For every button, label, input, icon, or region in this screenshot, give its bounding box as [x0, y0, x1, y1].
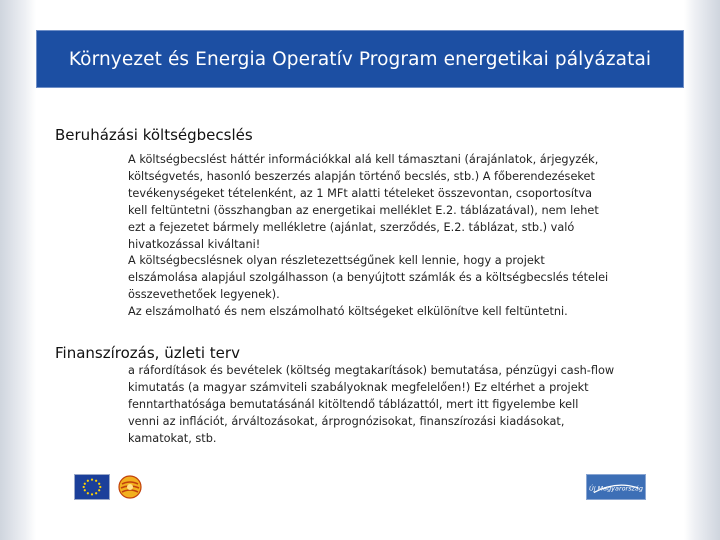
uj-logo-text: Új Magyarország [588, 484, 644, 493]
section-body-financing [128, 363, 668, 448]
body-line: venni az inflációt, árváltozásokat, árprognózisokat, finanszírozási kiadásokat, [128, 414, 565, 428]
body-line: a ráfordítások és bevételek (költség megtakarítások) bemutatása, pénzügyi cash-flow [128, 364, 615, 377]
section-heading-financing: Finanszírozás, üzleti terv [55, 344, 240, 362]
body-line: kimutatás (a magyar számviteli szabályoknak megfelelően!) Ez eltérhet a projekt [128, 380, 589, 394]
title-bar [36, 30, 684, 88]
body-line: ezt a fejezetet bármely mellékletre (ajánlat, szerződés, E.2. táblázat, stb.) való [128, 220, 575, 234]
body-line: kell feltüntetni (összhangban az energetikai melléklet E.2. táblázatával), nem lehet [128, 203, 599, 217]
body-line: A költségbecslést háttér információkkal alá kell támasztani (árajánlatok, árjegyzék, [128, 153, 599, 166]
left-shade [0, 0, 36, 540]
body-line: kamatokat, stb. [128, 431, 217, 445]
body-line: elszámolása alapjául szolgálhasson (a benyújtott számlák és a költségbecslés tételei [128, 271, 609, 285]
body-line: fenntarthatósága bemutatásánál kitöltendő táblázattól, mert itt figyelembe kell [128, 397, 579, 411]
uj-magyarorszag-logo [586, 474, 646, 500]
section-body-cost-estimate [128, 152, 668, 321]
body-line: A költségbecslésnek olyan részletezettségűnek kell lennie, hogy a projekt [128, 254, 545, 268]
eu-flag-icon [74, 474, 110, 500]
body-line: összevethetőek legyenek). [128, 288, 280, 302]
body-line: Az elszámolható és nem elszámolható költségeket elkülönítve kell feltüntetni. [128, 305, 568, 319]
body-line: hivatkozással kiváltani! [128, 237, 261, 251]
sun-logo-icon [118, 475, 142, 499]
page-title: Környezet és Energia Operatív Program energetikai pályázatai [68, 48, 652, 70]
section-heading-cost-estimate: Beruházási költségbecslés [55, 126, 253, 144]
body-line: költségvetés, hasonló beszerzés alapján történő becslés, stb.) A főberendezéseket [128, 169, 595, 183]
right-shade [684, 0, 720, 540]
body-line: tevékenységeket tételenként, az 1 MFt alatti tételeket összevontan, csoportosítva [128, 186, 593, 200]
